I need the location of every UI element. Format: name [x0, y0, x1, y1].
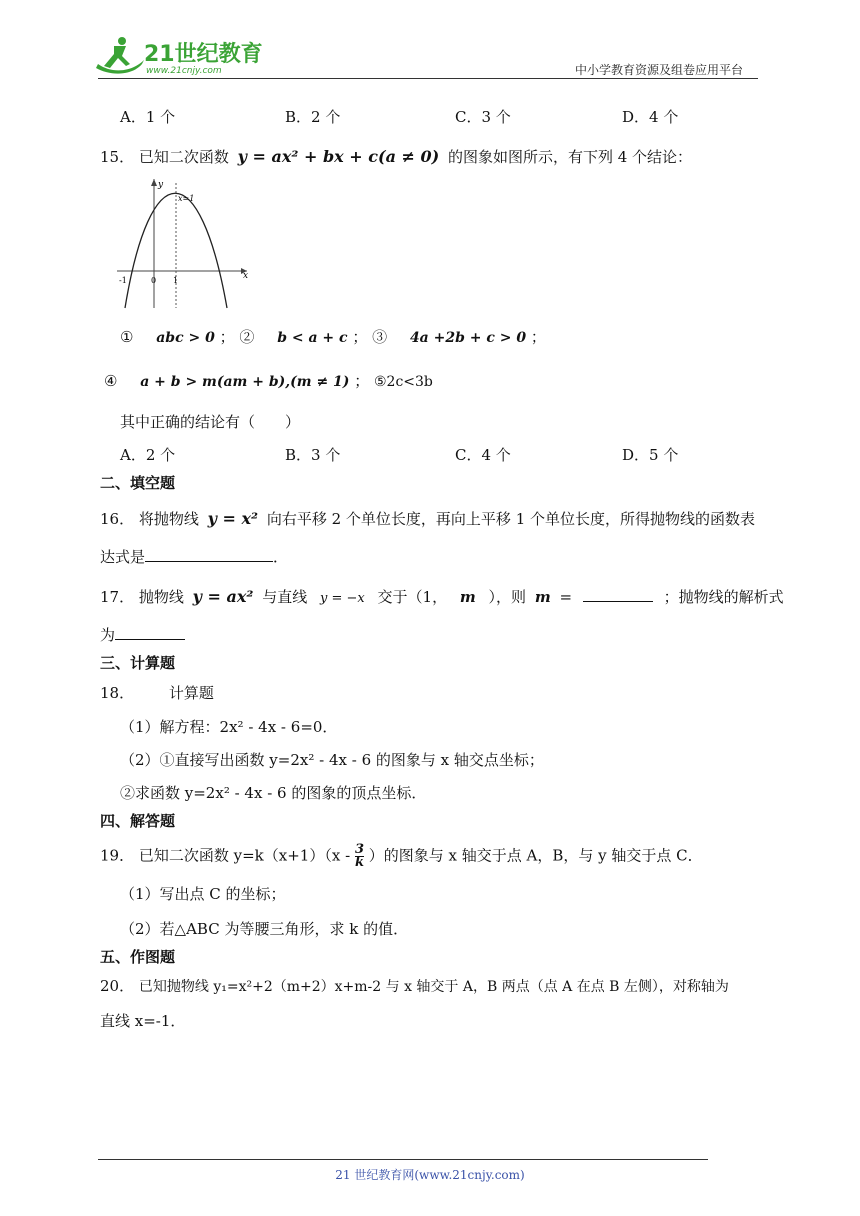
q15-option-d: D．5 个 — [622, 446, 679, 464]
q19-post: ）的图象与 x 轴交于点 A，B，与 y 轴交于点 C． — [368, 846, 703, 865]
q17-mid3: ），则 — [488, 588, 527, 606]
section-calculation: 三、计算题 — [100, 654, 176, 672]
q18-title-line — [100, 682, 214, 703]
q15-option-a: A．2 个 — [120, 446, 176, 464]
q15-option-c: C．4 个 — [455, 446, 511, 464]
q15-sep1: ； — [219, 328, 235, 346]
q19-frac-num: 3 — [354, 842, 364, 857]
q16-line2-text: 达式是 — [100, 548, 146, 566]
section-drawing: 五、作图题 — [100, 948, 176, 966]
q16-formula: y = x² — [207, 509, 259, 528]
q17-eq: = — [559, 588, 573, 606]
q18-p2: （2）①直接写出函数 y=2x² - 4x - 6 的图象与 x 轴交点坐标； — [120, 751, 544, 769]
site-logo — [92, 34, 272, 76]
q18-title: 计算题 — [168, 684, 214, 702]
q15-ask: 其中正确的结论有（ ） — [120, 413, 301, 431]
q19-p2: （2）若△ABC 为等腰三角形，求 k 的值． — [120, 920, 409, 938]
q15-sep4: ； — [354, 372, 370, 390]
q16-end: ． — [273, 548, 289, 566]
tick-0: 0 — [151, 276, 157, 285]
section-fill-blank: 二、填空题 — [100, 474, 176, 492]
q15-c3: 4a +2b + c > 0 — [409, 330, 527, 346]
q15-option-b: B．3 个 — [285, 446, 341, 464]
q20-text: 已知抛物线 y₁=x²+2（m+2）x+m-2 与 x 轴交于 A，B 两点（点 A 在点 B 左侧），对称轴为 — [138, 979, 729, 995]
q19-frac-den: k — [354, 855, 364, 870]
q15-formula: y = ax² + bx + c(a ≠ 0) — [237, 147, 440, 166]
tick-1: 1 — [173, 276, 179, 285]
q14-option-d: D．4 个 — [622, 108, 679, 126]
q15-c3-mark: ③ — [372, 328, 388, 346]
q17-number: 17． — [100, 588, 135, 606]
q17-line1 — [100, 586, 784, 607]
section-answer: 四、解答题 — [100, 812, 176, 830]
q18-p3: ②求函数 y=2x² - 4x - 6 的图象的顶点坐标． — [120, 784, 427, 802]
q18-number: 18． — [100, 684, 135, 702]
footer-divider — [98, 1159, 708, 1160]
q17-m2: m — [534, 588, 551, 606]
runner-icon — [96, 37, 144, 74]
q19-stem — [100, 844, 703, 869]
q19-fraction — [355, 844, 364, 869]
q16-post: 向右平移 2 个单位长度，再向上平移 1 个单位长度，所得抛物线的函数表 — [266, 510, 756, 528]
q15-c1: abc > 0 — [156, 330, 215, 346]
q14-option-b: B．2 个 — [285, 108, 341, 126]
y-axis-arrow — [151, 179, 157, 186]
q17-formula1: y = ax² — [192, 587, 254, 606]
q15-pre: 已知二次函数 — [138, 148, 229, 166]
q15-post: 的图象如图所示，有下列 4 个结论： — [447, 148, 693, 166]
q14-option-a: A．1 个 — [120, 108, 176, 126]
q17-formula2: y = −x — [320, 591, 365, 606]
q17-line2 — [100, 624, 185, 645]
q16-pre: 将抛物线 — [138, 510, 199, 528]
x-axis-label: x — [243, 271, 249, 281]
q17-mid2: 交于（1， — [377, 588, 448, 606]
q20-line2: 直线 x=-1． — [100, 1012, 186, 1030]
q15-sep3: ； — [530, 328, 546, 346]
tick-minus-1: -1 — [119, 276, 127, 285]
q17-pre: 抛物线 — [138, 588, 184, 606]
q17-line2-text: 为 — [100, 626, 116, 644]
header-divider — [98, 78, 758, 79]
q20-line1 — [100, 975, 729, 996]
q15-c5: ⑤2c<3b — [374, 374, 433, 390]
q19-pre: 已知二次函数 y=k（x+1）（x - — [138, 846, 351, 865]
parabola — [125, 193, 227, 308]
q15-c2-mark: ② — [239, 328, 255, 346]
q16-line2 — [100, 546, 288, 567]
q15-c4-mark: ④ — [104, 372, 118, 390]
q15-graph — [115, 175, 255, 310]
logo-text: 21世纪教育 — [144, 42, 263, 67]
q15-stem — [100, 146, 692, 167]
q17-m1: m — [459, 588, 476, 606]
q17-post: ；抛物线的解析式 — [663, 588, 784, 606]
q17-mid1: 与直线 — [262, 588, 308, 606]
q15-number: 15． — [100, 148, 135, 166]
q15-c1-mark: ① — [120, 328, 134, 346]
brand-name: 中小学教育资源及组卷应用平台 — [575, 63, 744, 77]
q15-conclusions-2 — [104, 370, 433, 391]
q16-number: 16． — [100, 510, 135, 528]
q15-conclusions-1 — [120, 326, 546, 347]
q18-p1: （1）解方程：2x² - 4x - 6=0． — [120, 718, 338, 736]
footer-text: 21 世纪教育网(www.21cnjy.com) — [335, 1168, 525, 1182]
logo-url: www.21cnjy.com — [146, 66, 222, 76]
q14-option-c: C．3 个 — [455, 108, 511, 126]
q17-expr-blank[interactable] — [115, 625, 185, 640]
q15-c2: b < a + c — [277, 330, 348, 346]
q17-m-blank[interactable] — [583, 587, 653, 602]
y-axis-label: y — [158, 180, 164, 190]
symmetry-label: x=1 — [178, 194, 195, 203]
q16-answer-blank[interactable] — [145, 547, 273, 562]
q15-sep2: ； — [352, 328, 368, 346]
q16-line1 — [100, 508, 755, 529]
q15-c4: a + b > m(am + b),(m ≠ 1) — [140, 374, 350, 390]
q19-p1: （1）写出点 C 的坐标； — [120, 885, 286, 903]
q20-number: 20． — [100, 977, 135, 995]
q19-number: 19． — [100, 846, 135, 865]
